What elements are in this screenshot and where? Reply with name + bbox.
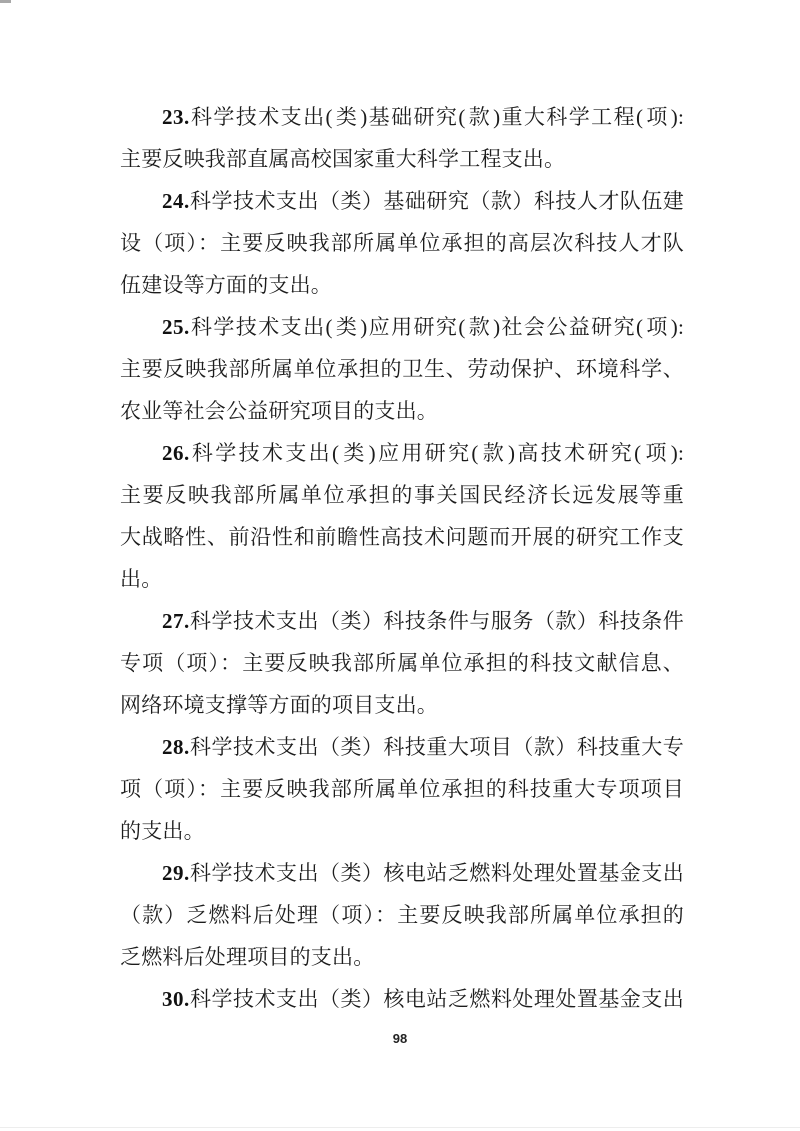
page-number: 98: [392, 1031, 408, 1046]
document-body: [120, 96, 684, 1020]
text-line: 专项（项）：主要反映我部所属单位承担的科技文献信息、: [120, 651, 684, 675]
text-line-content: 科学技术支出（类）科技重大项目（款）科技重大专: [189, 735, 684, 759]
text-line: 主要反映我部所属单位承担的事关国民经济长远发展等重: [120, 483, 684, 507]
scan-artifact-corner-mark: [0, 0, 11, 3]
paragraph-25: [120, 306, 684, 432]
text-line: 伍建设等方面的支出。: [120, 273, 332, 297]
text-line-content: 科学技术支出（类）科技条件与服务（款）科技条件: [189, 609, 684, 633]
text-line: [120, 306, 684, 348]
text-line-content: 科学技术支出（类）核电站乏燃料处理处置基金支出: [189, 861, 684, 885]
text-line-content: 科学技术支出（类）基础研究（款）科技人才队伍建: [189, 189, 684, 213]
text-line: 大战略性、前沿性和前瞻性高技术问题而开展的研究工作支: [120, 525, 684, 549]
text-line: 乏燃料后处理项目的支出。: [120, 945, 375, 969]
paragraph-26: [120, 432, 684, 600]
paragraph-29: [120, 852, 684, 978]
paragraph-23: [120, 96, 684, 180]
paragraph-number: 25.: [162, 315, 190, 339]
text-line-content: 科学技术支出( 类 )应用研究( 款 )高技术研究( 项 ):: [189, 441, 684, 465]
text-line: [120, 978, 684, 1020]
paragraph-number: 24.: [162, 189, 190, 213]
text-line-content: 科学技术支出( 类 )基础研究( 款 )重大科学工程( 项 ):: [189, 105, 684, 129]
paragraph-28: [120, 726, 684, 852]
paragraph-number: 27.: [162, 609, 190, 633]
paragraph-number: 28.: [162, 735, 190, 759]
text-line: 出。: [120, 567, 163, 591]
paragraph-number: 29.: [162, 861, 190, 885]
paragraph-24: [120, 180, 684, 306]
paragraph-number: 26.: [162, 441, 190, 465]
text-line: 农业等社会公益研究项目的支出。: [120, 399, 438, 423]
text-line: [120, 432, 684, 474]
text-line: [120, 852, 684, 894]
paragraph-number: 30.: [162, 987, 190, 1011]
text-line-content: 科学技术支出（类）核电站乏燃料处理处置基金支出: [189, 987, 684, 1011]
paragraph-number: 23.: [162, 105, 190, 129]
text-line: 网络环境支撑等方面的项目支出。: [120, 693, 438, 717]
text-line: 的支出。: [120, 819, 205, 843]
text-line: （款）乏燃料后处理（项）：主要反映我部所属单位承担的: [120, 903, 684, 927]
text-line: 主要反映我部所属单位承担的卫生、劳动保护、环境科学、: [120, 357, 684, 381]
text-line: [120, 726, 684, 768]
text-line: 项（项）：主要反映我部所属单位承担的科技重大专项项目: [120, 777, 684, 801]
text-line: [120, 96, 684, 138]
text-line: [120, 600, 684, 642]
text-line: [120, 180, 684, 222]
scan-artifact-bottom-line: [0, 1127, 800, 1128]
paragraph-30: [120, 978, 684, 1020]
text-line: 主要反映我部直属高校国家重大科学工程支出。: [120, 147, 566, 171]
paragraph-27: [120, 600, 684, 726]
text-line: 设（项）：主要反映我部所属单位承担的高层次科技人才队: [120, 231, 684, 255]
text-line-content: 科学技术支出( 类 )应用研究( 款 )社会公益研究( 项 ):: [189, 315, 684, 339]
